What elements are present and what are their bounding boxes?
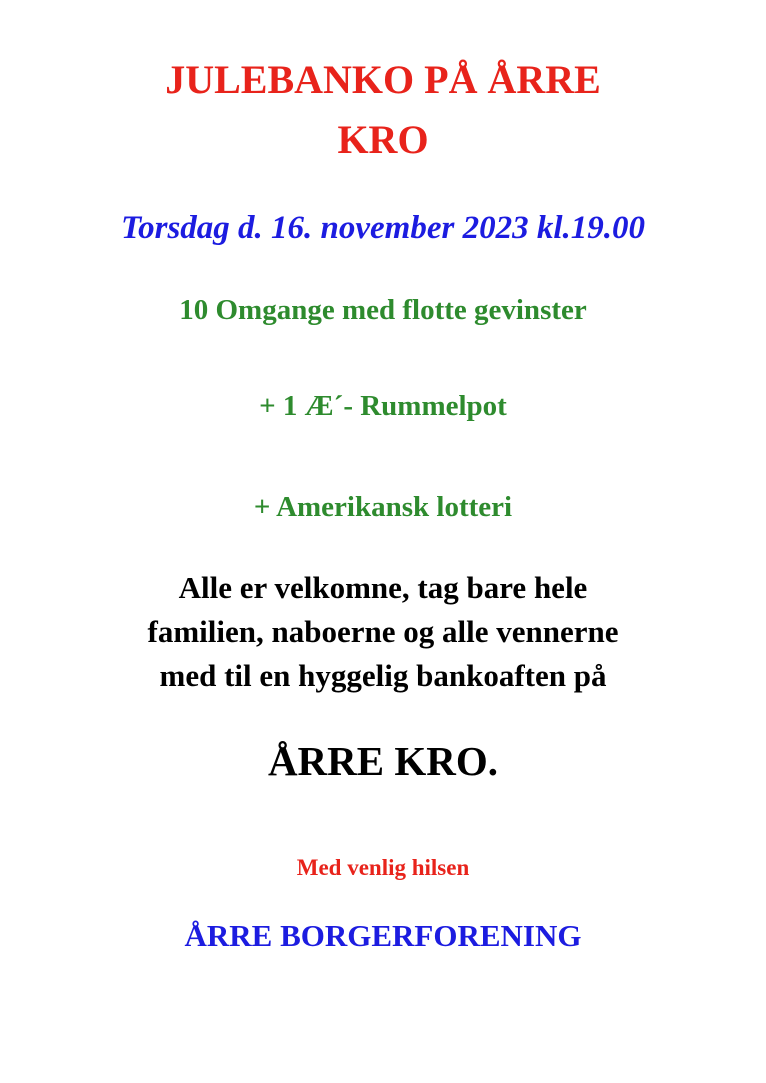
- rounds-text: 10 Omgange med flotte gevinster: [179, 294, 587, 326]
- invitation-line-3: med til en hyggelig bankoaften på: [159, 658, 607, 693]
- title-line-1: JULEBANKO PÅ ÅRRE: [165, 57, 601, 102]
- invitation-line-1: Alle er velkomne, tag bare hele: [178, 570, 588, 605]
- greeting-text: Med venlig hilsen: [296, 855, 470, 880]
- lottery-text: + Amerikansk lotteri: [253, 491, 513, 523]
- title-line-2: KRO: [337, 117, 429, 162]
- organizer-name: ÅRRE BORGERFORENING: [184, 918, 582, 953]
- event-date: Torsdag d. 16. november 2023 kl.19.00: [120, 210, 646, 246]
- invitation-line-2: familien, naboerne og alle vennerne: [147, 614, 619, 649]
- invitation-text: [0, 566, 766, 698]
- rummelpot-text: + 1 Æ´- Rummelpot: [259, 390, 507, 422]
- poster-title: [0, 50, 766, 170]
- venue-name: ÅRRE KRO.: [267, 738, 499, 784]
